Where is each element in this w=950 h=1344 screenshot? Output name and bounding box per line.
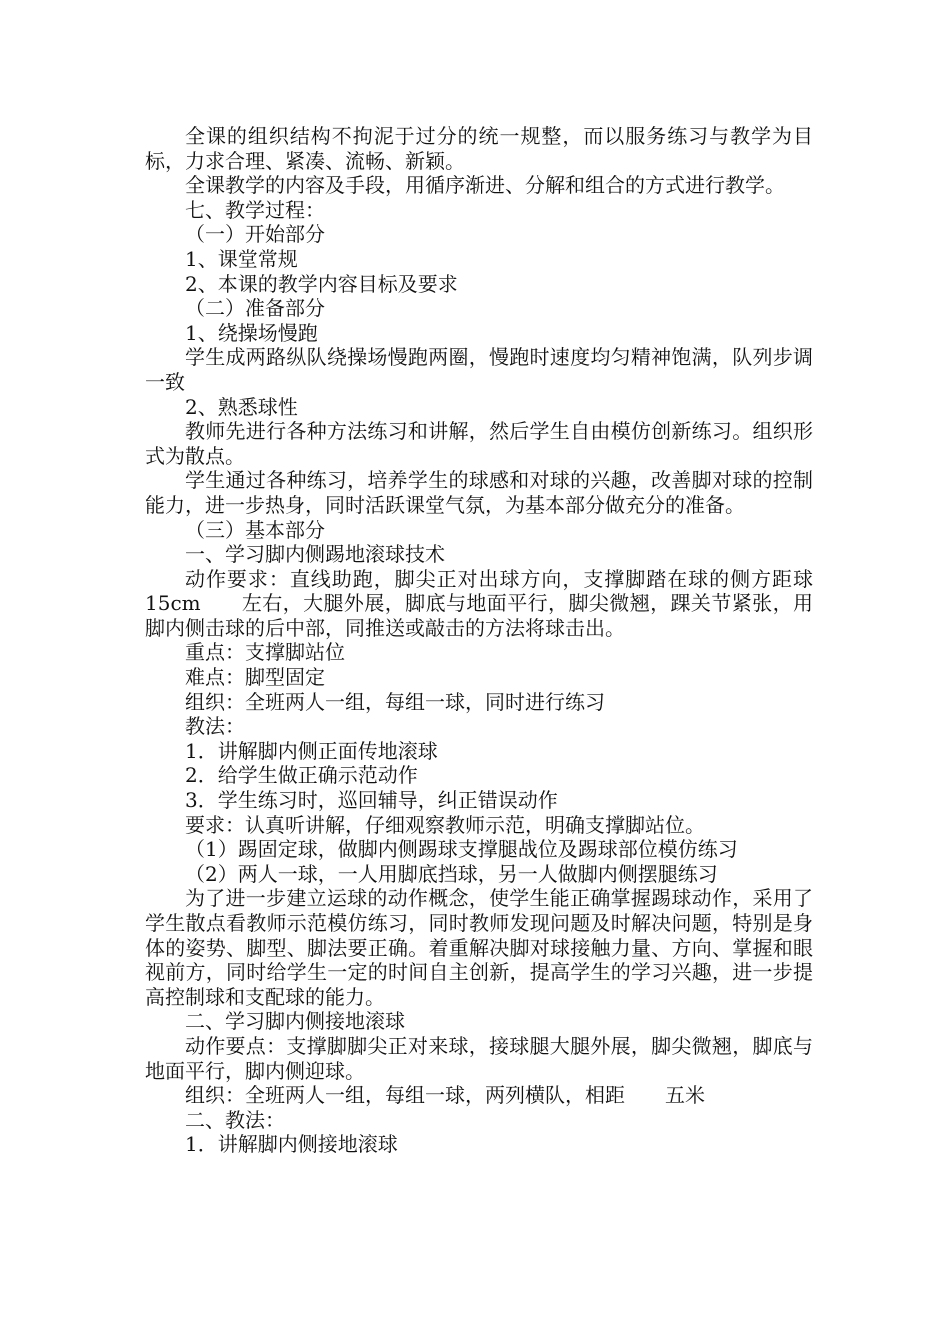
paragraph: 难点：脚型固定 (185, 665, 325, 690)
list-item: （1）踢固定球，做脚内侧踢球支撑腿战位及踢球部位模仿练习 (185, 837, 738, 862)
list-item: 1．讲解脚内侧正面传地滚球 (185, 738, 438, 763)
section-heading: 一、学习脚内侧踢地滚球技术 (185, 542, 445, 567)
section-heading: 二、教法： (185, 1107, 285, 1132)
list-item: （2）两人一球，一人用脚底挡球，另一人做脚内侧摆腿练习 (185, 861, 718, 886)
list-item: 1、绕操场慢跑 (185, 320, 318, 345)
paragraph: 组织：全班两人一组，每组一球，两列横队，相距 五米 (185, 1083, 705, 1108)
document-body (145, 124, 853, 1157)
list-item: 3．学生练习时，巡回辅导，纠正错误动作 (185, 788, 558, 813)
paragraph: 动作要点：支撑脚脚尖正对来球，接球腿大腿外展，脚尖微翘，脚底与地面平行，脚内侧迎球。 (145, 1033, 813, 1083)
subsection-heading: （二）准备部分 (185, 296, 325, 321)
paragraph: 要求：认真听讲解，仔细观察教师示范，明确支撑脚站位。 (185, 812, 705, 837)
section-heading: 七、教学过程： (185, 197, 325, 222)
list-item: 2、本课的教学内容目标及要求 (185, 271, 458, 296)
paragraph: 为了进一步建立运球的动作概念，使学生能正确掌握踢球动作，采用了学生散点看教师示范模仿练习，同时教师发现问题及时解决问题，特别是身体的姿势、脚型、脚法要正确。着重解决脚对球接触力量、方向、掌握和眼视前方，同时给学生一定的时间自主创新，提高学生的学习兴趣，进一步提高控制球和支配球的能力。 (145, 886, 813, 1009)
paragraph: 全课教学的内容及手段，用循序渐进、分解和组合的方式进行教学。 (185, 173, 785, 198)
section-heading: 二、学习脚内侧接地滚球 (185, 1009, 405, 1034)
subsection-heading: （三）基本部分 (185, 517, 325, 542)
list-item: 1、课堂常规 (185, 246, 298, 271)
paragraph: 动作要求：直线助跑，脚尖正对出球方向，支撑脚踏在球的侧方距球 15cm 左右，大腿外展，脚底与地面平行，脚尖微翘，踝关节紧张，用脚内侧击球的后中部，同推送或敲击的方法将球击出。 (145, 566, 853, 640)
paragraph: 重点：支撑脚站位 (185, 640, 345, 665)
paragraph: 组织：全班两人一组，每组一球，同时进行练习 (185, 689, 605, 714)
paragraph: 全课的组织结构不拘泥于过分的统一规整，而以服务练习与教学为目标，力求合理、紧凑、流畅、新颖。 (145, 124, 813, 173)
list-item: 2．给学生做正确示范动作 (185, 763, 418, 788)
list-item: 1．讲解脚内侧接地滚球 (185, 1132, 398, 1157)
list-item: 2、熟悉球性 (185, 394, 298, 419)
paragraph: 教法： (185, 714, 245, 739)
paragraph: 学生成两路纵队绕操场慢跑两圈，慢跑时速度均匀精神饱满，队列步调一致 (145, 345, 813, 394)
paragraph: 学生通过各种练习，培养学生的球感和对球的兴趣，改善脚对球的控制能力，进一步热身，同时活跃课堂气氛，为基本部分做充分的准备。 (145, 468, 813, 517)
paragraph: 教师先进行各种方法练习和讲解，然后学生自由模仿创新练习。组织形式为散点。 (145, 419, 813, 468)
subsection-heading: （一）开始部分 (185, 222, 325, 247)
